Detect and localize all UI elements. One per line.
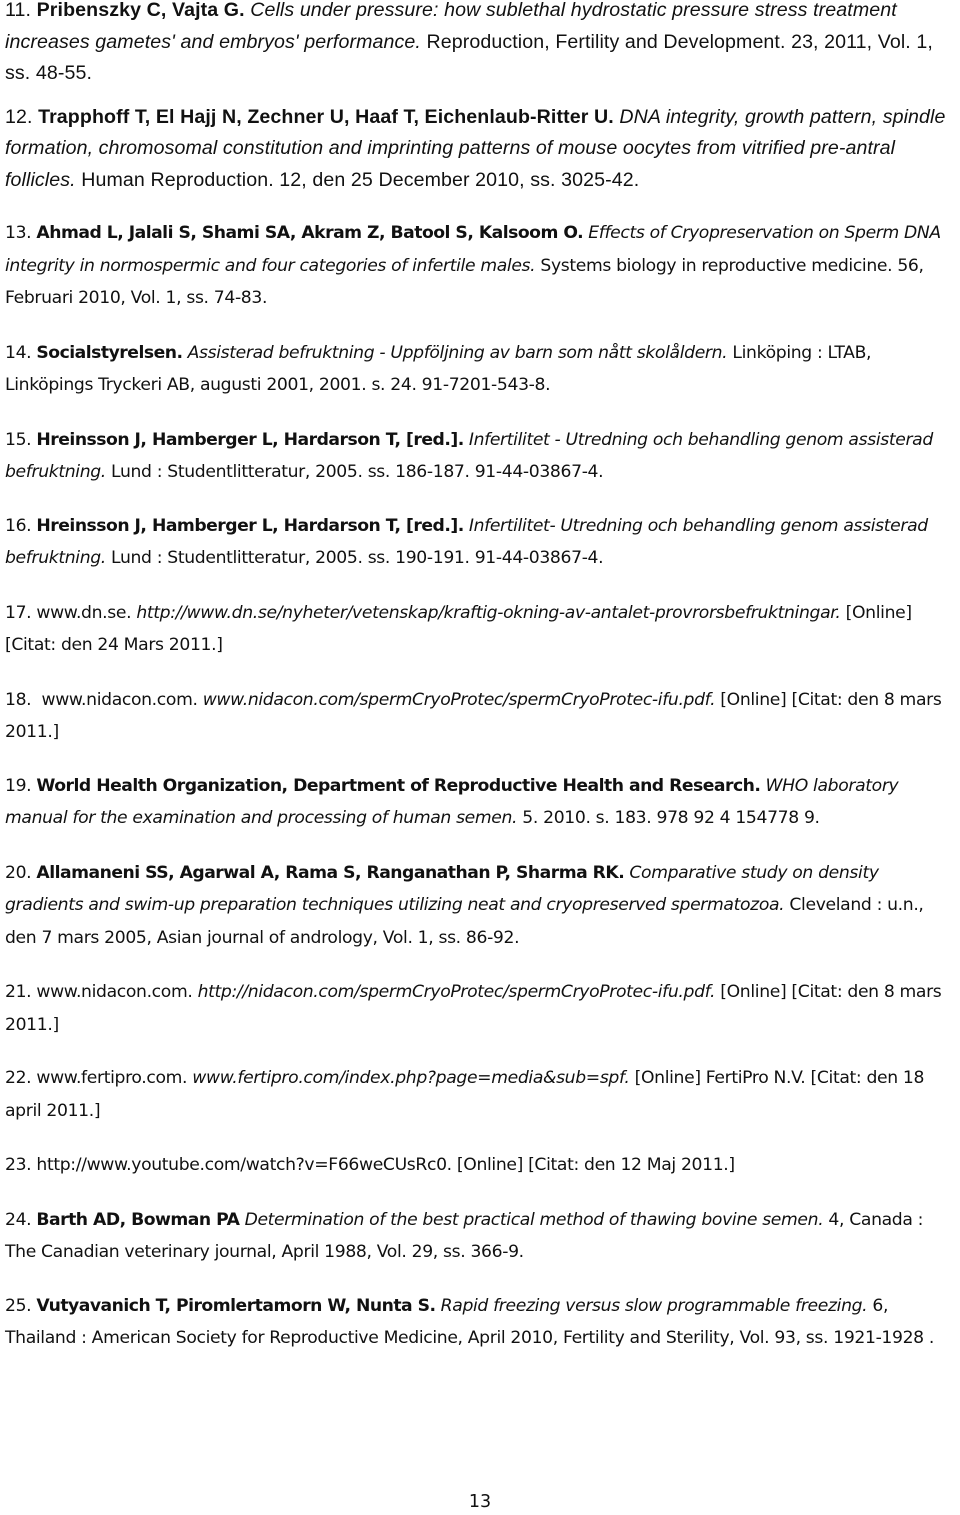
reference-text: 18. www.nidacon.com. (5, 689, 203, 710)
reference-authors: Allamaneni SS, Agarwal A, Rama S, Ranganathan P, Sharma RK. (36, 862, 625, 883)
reference-title: http://www.dn.se/nyheter/vetenskap/kraftig-okning-av-antalet-provrorsbefruktningar. (136, 602, 841, 623)
reference-authors: Socialstyrelsen. (36, 342, 183, 363)
reference-text: [Online] [Citat: den 8 mars 2011.] (5, 689, 947, 742)
reference-text: 17. www.dn.se. (5, 602, 137, 623)
reference-text: 22. www.fertipro.com. (5, 1068, 193, 1088)
reference-entry (5, 102, 955, 197)
reference-text: [Online] [Citat: den 8 mars 2011.] (5, 982, 947, 1035)
reference-entry (5, 684, 955, 749)
reference-text: [Online] FertiPro N.V. [Citat: den 18 april 2011.] (5, 1068, 930, 1121)
reference-text: 24. (5, 1209, 37, 1230)
reference-entry (5, 976, 955, 1041)
reference-entry (5, 770, 955, 835)
reference-entry (5, 0, 955, 90)
reference-text: Reproduction, Fertility and Development. 23, 2011, Vol. 1, ss. 48-55. (5, 30, 939, 84)
reference-title: Cells under pressure: how sublethal hydrostatic pressure stress treatment increases gametes' and embryos' performance. (5, 0, 903, 53)
reference-title: Rapid freezing versus slow programmable freezing. (440, 1295, 868, 1316)
reference-authors: Ahmad L, Jalali S, Shami SA, Akram Z, Batool S, Kalsoom O. (36, 223, 584, 243)
reference-entry (5, 217, 955, 315)
reference-authors: Hreinsson J, Hamberger L, Hardarson T, [red.]. (36, 429, 464, 450)
reference-text: Cleveland : u.n., den 7 mars 2005, Asian journal of andrology, Vol. 1, ss. 86-92. (5, 895, 929, 948)
reference-text: 11. (5, 0, 37, 21)
reference-title: DNA integrity, growth pattern, spindle formation, chromosomal constitution and imprinting patterns of mouse oocytes from vitrified pre-antral follicles. (5, 105, 952, 191)
reference-title: Assisterad befruktning - Uppföljning av barn som nått skolåldern. (187, 342, 728, 363)
reference-list (5, 0, 955, 1355)
reference-entry (5, 1062, 955, 1127)
reference-text: 13. (5, 223, 37, 243)
reference-text: 25. (5, 1295, 37, 1316)
reference-title: www.fertipro.com/index.php?page=media&sub=spf. (192, 1068, 630, 1088)
reference-authors: Pribenszky C, Vajta G. (36, 0, 245, 21)
reference-title: http://nidacon.com/spermCryoProtec/spermCryoProtec-ifu.pdf. (197, 982, 716, 1002)
reference-title: Determination of the best practical method of thawing bovine semen. (244, 1209, 824, 1230)
reference-title: Comparative study on density gradients and swim-up preparation techniques utilizing neat and cryopreserved spermatozoa. (5, 862, 884, 915)
reference-text: 19. (5, 775, 37, 796)
reference-title: WHO laboratory manual for the examination and processing of human semen. (5, 775, 904, 828)
reference-entry (5, 1149, 955, 1182)
reference-text: 4, Canada : The Canadian veterinary journal, April 1988, Vol. 29, ss. 366-9. (5, 1209, 929, 1262)
reference-entry (5, 857, 955, 955)
reference-entry (5, 1290, 955, 1355)
reference-authors: World Health Organization, Department of Reproductive Health and Research. (36, 775, 761, 796)
reference-authors: Trapphoff T, El Hajj N, Zechner U, Haaf T, Eichenlaub-Ritter U. (38, 105, 614, 128)
reference-text: Linköping : LTAB, Linköpings Tryckeri AB, augusti 2001, 2001. s. 24. 91-7201-543-8. (5, 342, 877, 395)
reference-text: [Online] [Citat: den 24 Mars 2011.] (5, 602, 917, 655)
reference-authors: Hreinsson J, Hamberger L, Hardarson T, [red.]. (36, 515, 464, 536)
reference-title: Infertilitet - Utredning och behandling genom assisterad befruktning. (5, 429, 939, 482)
reference-entry (5, 424, 955, 489)
reference-text: 16. (5, 515, 37, 536)
reference-text: 5. 2010. s. 183. 978 92 4 154778 9. (517, 808, 820, 828)
reference-text: 14. (5, 342, 37, 363)
reference-text: 15. (5, 429, 37, 450)
reference-title: www.nidacon.com/spermCryoProtec/spermCryoProtec-ifu.pdf. (202, 689, 716, 710)
reference-entry (5, 597, 955, 662)
reference-text: Lund : Studentlitteratur, 2005. ss. 190-191. 91-44-03867-4. (105, 548, 604, 568)
reference-title: Effects of Cryopreservation on Sperm DNA integrity in normospermic and four categories of infertile males. (5, 223, 946, 276)
reference-title: Infertilitet- Utredning och behandling genom assisterad befruktning. (5, 515, 933, 568)
reference-entry (5, 337, 955, 402)
reference-authors: Barth AD, Bowman PA (36, 1209, 240, 1230)
reference-text: 21. www.nidacon.com. (5, 982, 198, 1002)
page-number: 13 (468, 1492, 492, 1512)
reference-entry (5, 510, 955, 575)
reference-text: Human Reproduction. 12, den 25 December 2010, ss. 3025-42. (75, 168, 640, 191)
reference-text: 20. (5, 862, 37, 883)
reference-authors: Vutyavanich T, Piromlertamorn W, Nunta S. (36, 1295, 436, 1316)
reference-text: 12. (5, 105, 39, 128)
reference-entry (5, 1204, 955, 1269)
reference-text: 23. http://www.youtube.com/watch?v=F66weCUsRc0. [Online] [Citat: den 12 Maj 2011.] (5, 1155, 735, 1175)
reference-text: Systems biology in reproductive medicine. 56, Februari 2010, Vol. 1, ss. 74-83. (5, 255, 929, 308)
reference-text: Lund : Studentlitteratur, 2005. ss. 186-187. 91-44-03867-4. (105, 462, 604, 482)
reference-text: 6, Thailand : American Society for Reproductive Medicine, April 2010, Fertility and Sterility, Vol. 93, ss. 1921-1928 . (5, 1295, 934, 1348)
